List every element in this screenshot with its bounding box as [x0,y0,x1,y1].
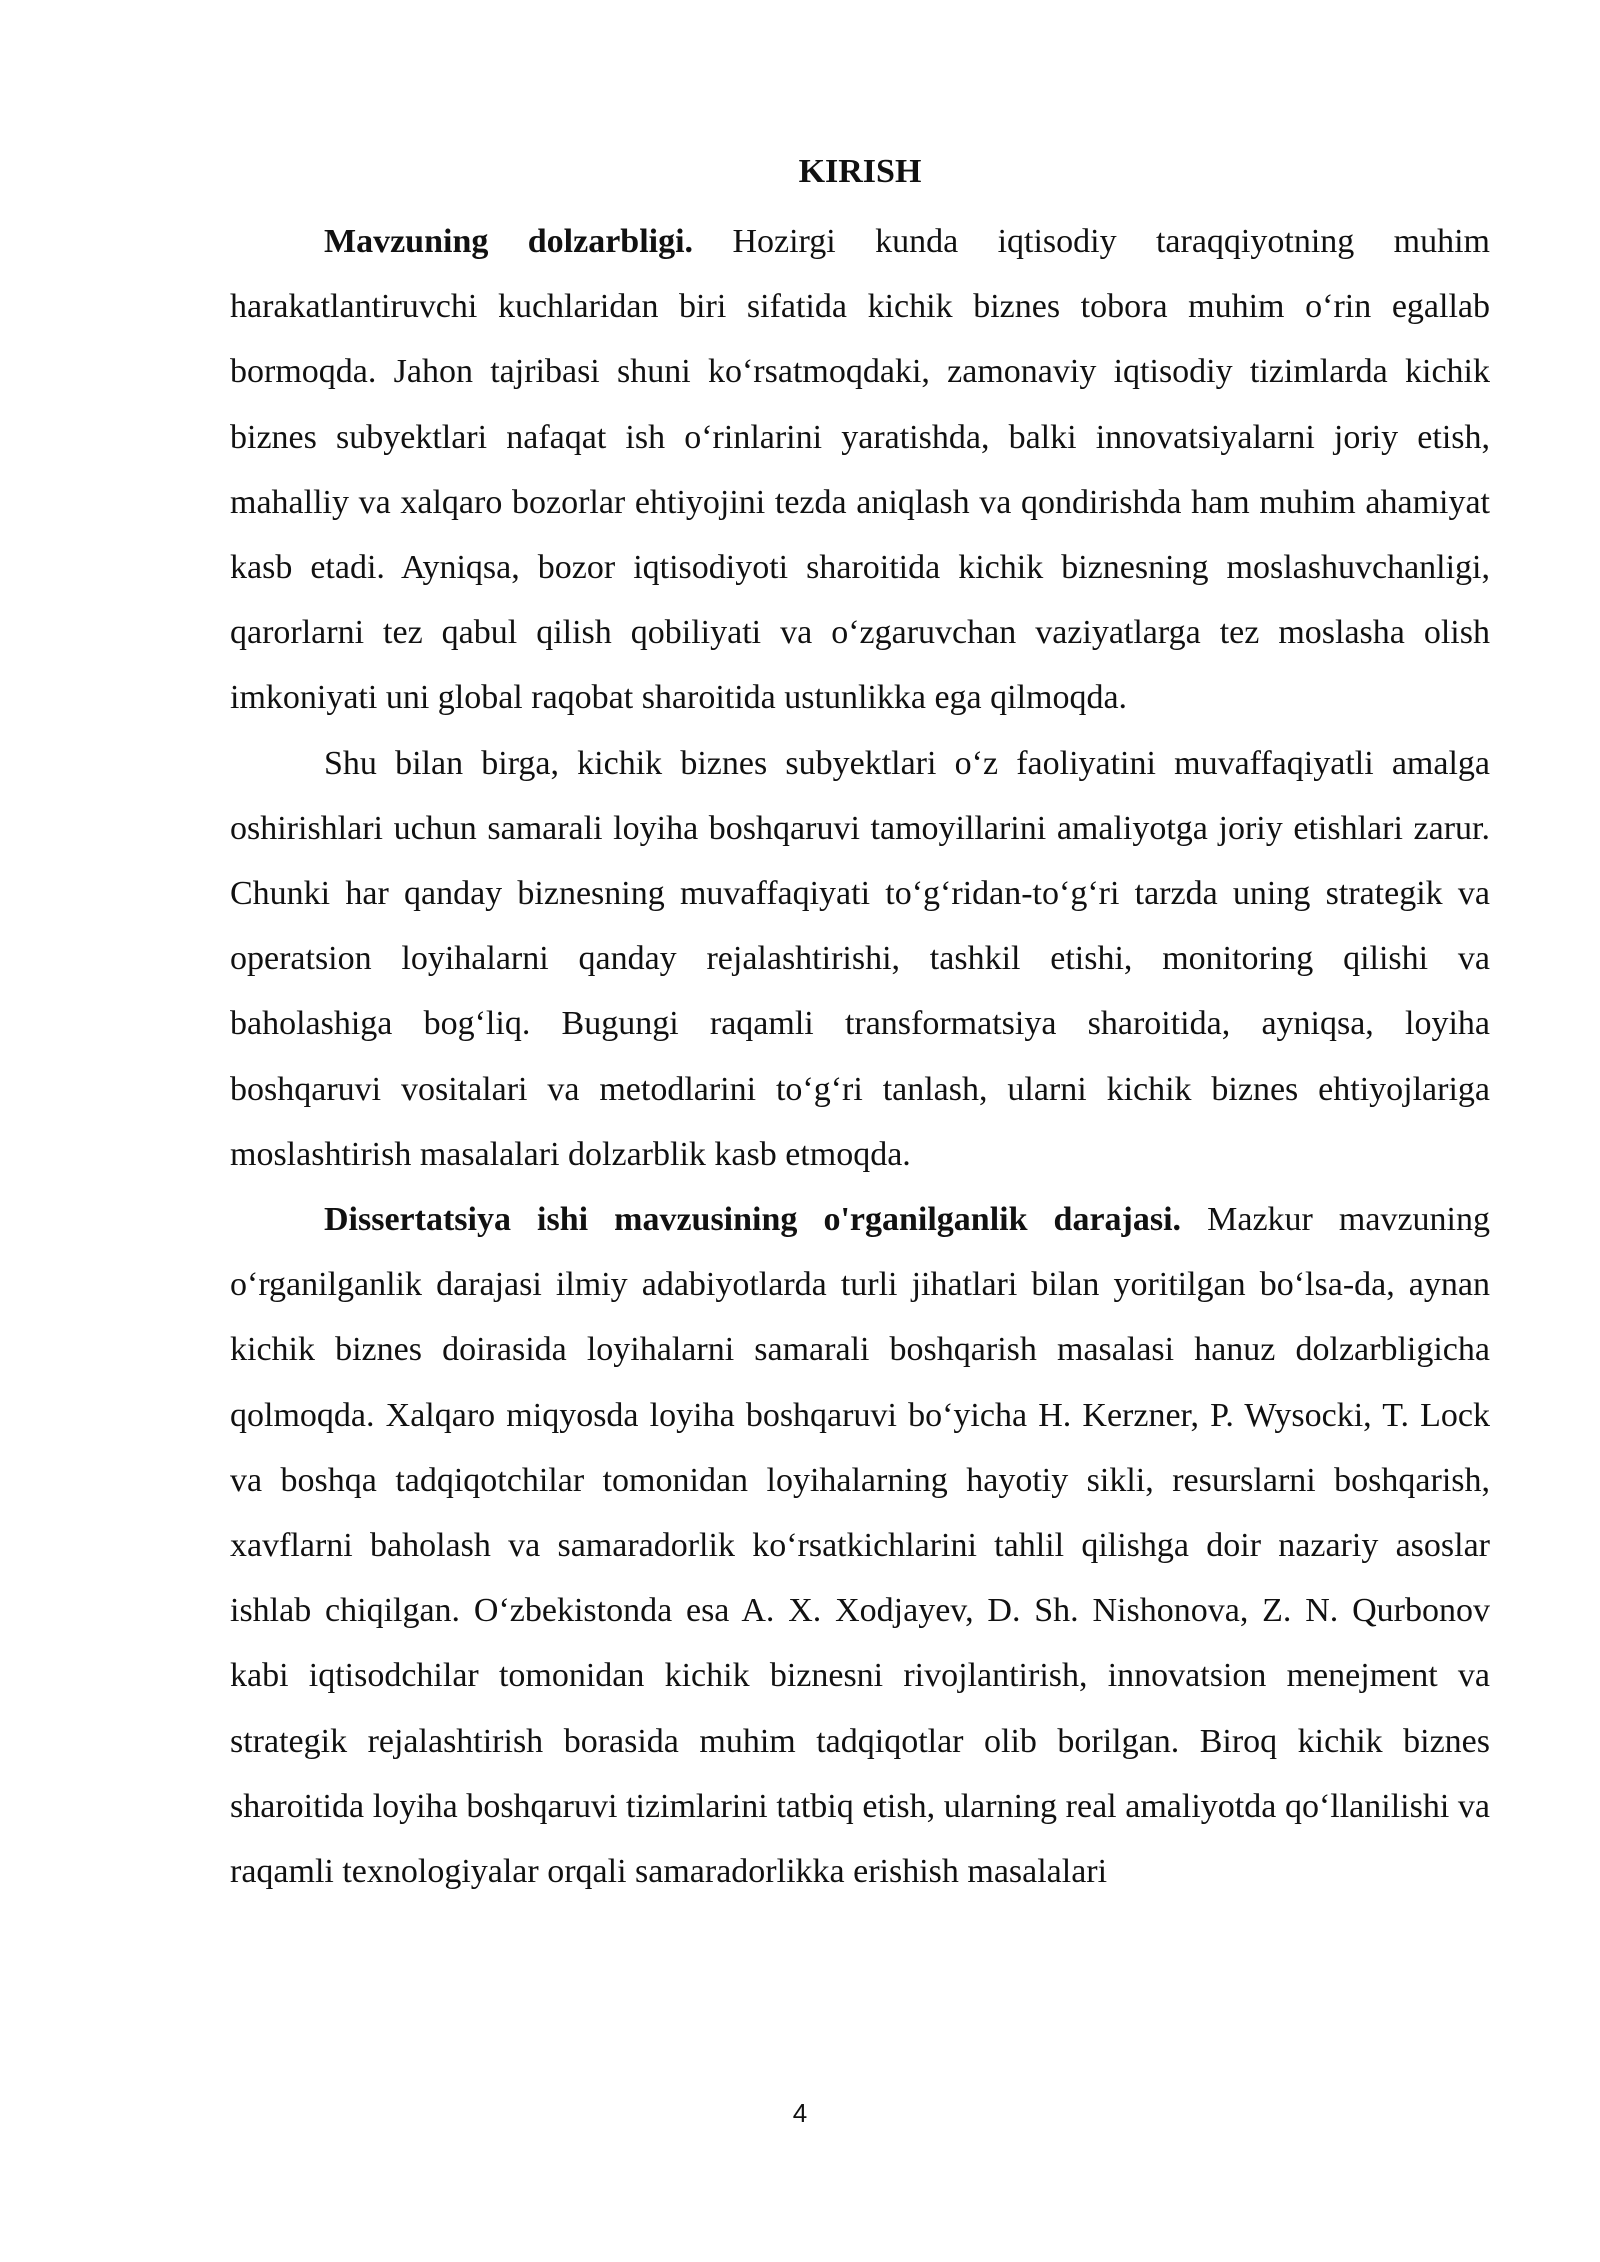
paragraph-lead-study-degree: Dissertatsiya ishi mavzusining o'rganilganlik darajasi. [324,1201,1182,1239]
paragraph-lead-relevance: Mavzuning dolzarbligi. [324,223,694,260]
paragraph-text-relevance: Hozirgi kunda iqtisodiy taraqqiyotning muhim harakatlantiruvchi kuchlaridan biri sifatida kichik biznes tobora muhim o‘rin egallab bormoqda. Jahon tajribasi shuni ko‘rsatmoqdaki, zamonaviy iqtisodiy tizimlarda kichik biznes subyektlari nafaqat ish o‘rinlarini yaratishda, balki innovatsiyalarni joriy etish, mahalliy va xalqaro bozorlar ehtiyojini tezda aniqlash va qondirishda ham muhim ahamiyat kasb etadi. Ayniqsa, bozor iqtisodiyoti sharoitida kichik biznesning moslashuvchanligi, qarorlarni tez qabul qilish qobiliyati va o‘zgaruvchan vaziyatlarga tez moslasha olish imkoniyati uni global raqobat sharoitida ustunlikka ega qilmoqda. [230,223,1491,717]
paragraph-text-study-degree: Mazkur mavzuning o‘rganilganlik darajasi ilmiy adabiyotlarda turli jihatlari bilan yoritilgan bo‘lsa-da, aynan kichik biznes doirasida loyihalarni samarali boshqarish masalasi hanuz dolzarbligicha qolmoqda. Xalqaro miqyosda loyiha boshqaruvi bo‘yicha H. Kerzner, P. Wysocki, T. Lock va boshqa tadqiqotchilar tomonidan loyihalarning hayotiy sikli, resurslarni boshqarish, xavflarni baholash va samaradorlik ko‘rsatkichlarini tahlil qilishga doir nazariy asoslar ishlab chiqilgan. O‘zbekistonda esa A. X. Xodjayev, D. Sh. Nishonova, Z. N. Qurbonov kabi iqtisodchilar tomonidan kichik biznesni rivojlantirish, innovatsion menejment va strategik rejalashtirish borasida muhim tadqiqotlar olib borilgan. Biroq kichik biznes sharoitida loyiha boshqaruvi tizimlarini tatbiq etish, ularning real amaliyotda qo‘llanilishi va raqamli texnologiyalar orqali samaradorlikka erishish masalalari [230,1201,1490,1891]
paragraph-relevance [230,209,1490,731]
paragraph-project-management [230,731,1490,1187]
page-number: 4 [792,2098,808,2128]
paragraph-study-degree [230,1187,1490,1904]
page-content [230,145,1490,1904]
paragraph-text-project-management: Shu bilan birga, kichik biznes subyektlari o‘z faoliyatini muvaffaqiyatli amalga oshirishlari uchun samarali loyiha boshqaruvi tamoyillarini amaliyotga joriy etishlari zarur. Chunki har qanday biznesning muvaffaqiyati to‘g‘ridan-to‘g‘ri tarzda uning strategik va operatsion loyihalarni qanday rejalashtirishi, tashkil etishi, monitoring qilishi va baholashiga bog‘liq. Bugungi raqamli transformatsiya sharoitida, ayniqsa, loyiha boshqaruvi vositalari va metodlarini to‘g‘ri tanlash, ularni kichik biznes ehtiyojlariga moslashtirish masalalari dolzarblik kasb etmoqda. [230,744,1490,1173]
section-heading: KIRISH [798,153,922,190]
